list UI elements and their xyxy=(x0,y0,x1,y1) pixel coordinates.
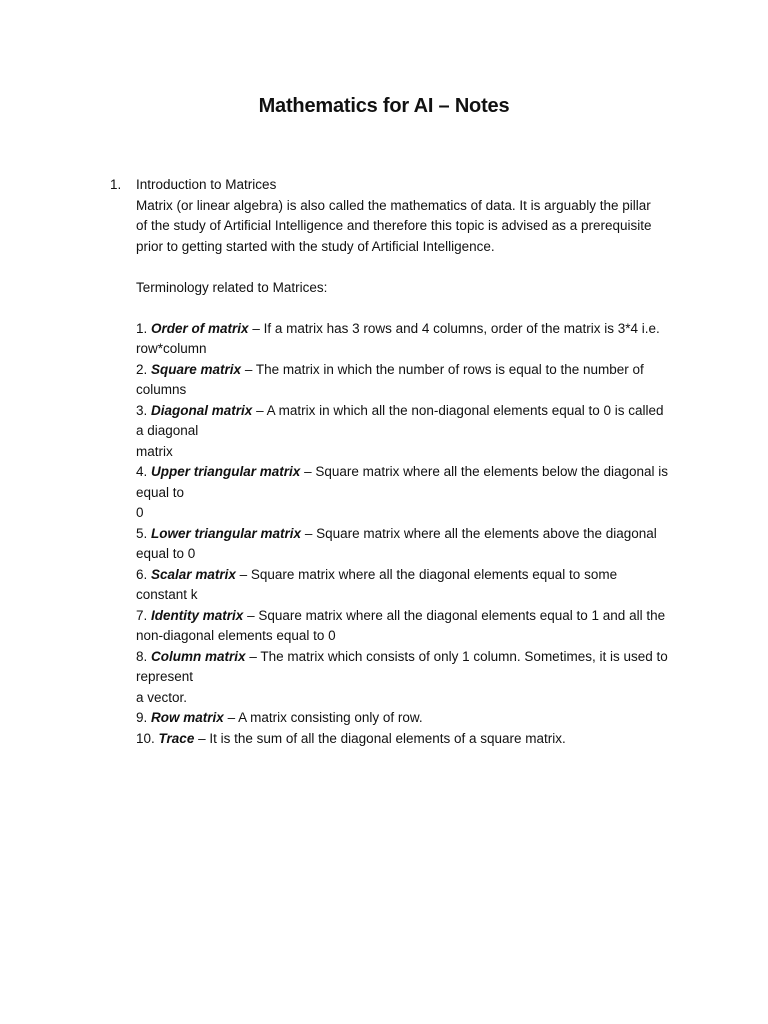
term-name: Scalar matrix xyxy=(151,566,236,582)
term-name: Identity matrix xyxy=(151,607,244,623)
term-line xyxy=(136,606,696,627)
term-line xyxy=(136,503,696,524)
term-text: matrix xyxy=(136,443,173,459)
section-number: 1. xyxy=(110,177,122,192)
term-line xyxy=(136,401,696,422)
term-number: 3. xyxy=(136,402,148,418)
term-name: Lower triangular matrix xyxy=(151,525,302,541)
term-text: – The matrix which consists of only 1 column. Sometimes, it is used to xyxy=(249,648,668,664)
term-text: – It is the sum of all the diagonal elements of a square matrix. xyxy=(198,730,566,746)
term-item xyxy=(136,565,696,606)
term-line xyxy=(136,380,696,401)
term-number: 5. xyxy=(136,525,148,541)
term-line xyxy=(136,544,696,565)
term-line xyxy=(136,483,696,504)
term-item xyxy=(136,606,696,647)
term-line xyxy=(136,565,696,586)
term-name: Order of matrix xyxy=(151,320,249,336)
section-heading xyxy=(110,175,696,196)
term-item xyxy=(136,708,696,729)
term-text: non-diagonal elements equal to 0 xyxy=(136,628,336,643)
term-text: row*column xyxy=(136,341,207,356)
term-line xyxy=(136,421,696,442)
term-text: – The matrix in which the number of rows is equal to the number of xyxy=(244,361,644,377)
term-text: – Square matrix where all the elements above the diagonal xyxy=(304,525,657,541)
term-number: 1. xyxy=(136,320,148,336)
term-text: – Square matrix where all the diagonal elements equal to some xyxy=(239,566,618,582)
term-line xyxy=(136,708,696,729)
term-text: a diagonal xyxy=(136,423,199,438)
term-number: 2. xyxy=(136,361,148,377)
term-number: 8. xyxy=(136,648,148,664)
document-body xyxy=(110,175,696,749)
term-text: – A matrix consisting only of row. xyxy=(227,710,423,725)
term-name: Upper triangular matrix xyxy=(151,464,301,479)
term-line xyxy=(136,585,696,606)
term-name: Column matrix xyxy=(151,648,246,664)
terminology-heading: Terminology related to Matrices: xyxy=(136,279,328,295)
term-number: 10. xyxy=(136,730,155,746)
term-text: 0 xyxy=(136,505,144,520)
term-item xyxy=(136,729,696,750)
term-text: constant k xyxy=(136,587,198,602)
term-item xyxy=(136,360,696,401)
term-text: – A matrix in which all the non-diagonal elements equal to 0 is called xyxy=(256,402,664,418)
term-item xyxy=(136,647,696,709)
term-name: Square matrix xyxy=(151,361,242,377)
term-text: – If a matrix has 3 rows and 4 columns, order of the matrix is 3*4 i.e. xyxy=(252,320,660,336)
term-line xyxy=(136,667,696,688)
term-line xyxy=(136,442,696,463)
term-item xyxy=(136,401,696,463)
term-name: Row matrix xyxy=(151,710,224,725)
section-title: Introduction to Matrices xyxy=(136,177,277,192)
page-title: Mathematics for AI – Notes xyxy=(258,95,510,117)
term-line xyxy=(136,339,696,360)
term-line xyxy=(136,729,696,750)
term-number: 6. xyxy=(136,566,148,582)
term-text: represent xyxy=(136,669,194,684)
term-line xyxy=(136,524,696,545)
term-number: 9. xyxy=(136,710,148,725)
term-line xyxy=(136,360,696,381)
spacer xyxy=(136,257,696,278)
term-line xyxy=(136,319,696,340)
term-item xyxy=(136,319,696,360)
term-line xyxy=(136,688,696,709)
term-text: equal to 0 xyxy=(136,546,196,561)
term-text: columns xyxy=(136,382,187,397)
term-line xyxy=(136,462,696,483)
term-line xyxy=(136,626,696,647)
term-text: – Square matrix where all the elements below the diagonal is xyxy=(304,464,669,479)
terms-list xyxy=(136,319,696,750)
term-item xyxy=(136,524,696,565)
term-text: – Square matrix where all the diagonal elements equal to 1 and all the xyxy=(247,607,666,623)
intro-line: prior to getting started with the study of Artificial Intelligence. xyxy=(136,238,495,254)
intro-line: of the study of Artificial Intelligence and therefore this topic is advised as a prerequisite xyxy=(136,218,652,233)
term-line xyxy=(136,647,696,668)
spacer xyxy=(136,298,696,319)
term-text: equal to xyxy=(136,484,185,500)
term-item xyxy=(136,462,696,524)
term-name: Diagonal matrix xyxy=(151,402,253,418)
term-name: Trace xyxy=(158,730,195,746)
term-text: a vector. xyxy=(136,689,188,705)
term-number: 4. xyxy=(136,464,148,479)
intro-paragraph xyxy=(136,196,696,258)
term-number: 7. xyxy=(136,607,148,623)
intro-line: Matrix (or linear algebra) is also called the mathematics of data. It is arguably the pillar xyxy=(136,197,651,213)
